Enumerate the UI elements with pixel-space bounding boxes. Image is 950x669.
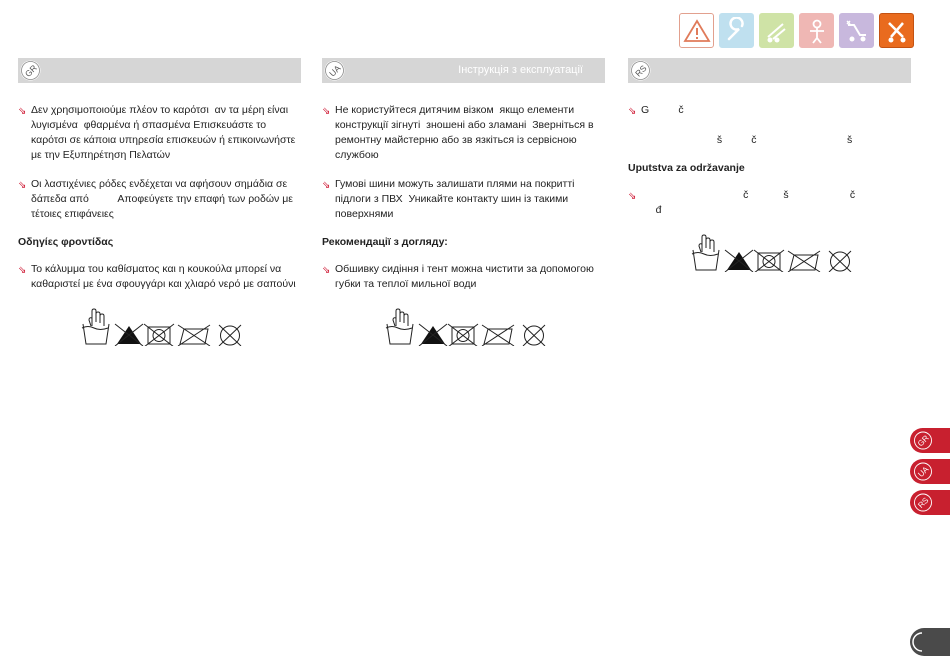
bullet-arrow-icon: ⇘ [322, 106, 331, 117]
tumble-dry-icon [448, 324, 478, 346]
language-tab-rs[interactable] [910, 490, 950, 515]
column-ua [322, 58, 605, 290]
care-heading: Οδηγίες φροντίδας [18, 236, 114, 248]
svg-text:GR: GR [22, 62, 39, 79]
list-item-text: Не користуйтеся дитячим візком якщо елементи конструкції зігнуті зношені або зламані Зверніться в ремонтну майстерню або зв язкіться із сервісною службою [335, 104, 597, 161]
page-number-tab [910, 628, 950, 656]
language-badge-icon [18, 58, 43, 83]
svg-text:UA: UA [916, 464, 931, 479]
list-item-text: č š č đ [655, 189, 856, 216]
list-item [18, 103, 301, 163]
list-item-text: Οι λαστιχένιες ρόδες ενδέχεται να αφήσουν σημάδια σε δάπεδα από Αποφεύγετε την επαφή των ροδών με τέτοιες επιφάνειες [31, 178, 296, 220]
list-item [18, 262, 301, 292]
list-item [628, 188, 911, 218]
care-symbols [80, 306, 250, 346]
language-tabs [910, 428, 950, 521]
care-symbols [384, 306, 554, 346]
language-tab-ua[interactable] [910, 459, 950, 484]
hand-wash-icon [692, 235, 719, 270]
svg-text:GR: GR [915, 433, 931, 449]
list-item [18, 177, 301, 222]
bullet-arrow-icon: ⇘ [18, 180, 27, 191]
list-item [322, 103, 605, 163]
iron-icon [788, 251, 820, 272]
wrench-icon [719, 13, 754, 48]
warning-icon [679, 13, 714, 48]
svg-text:RS: RS [633, 63, 649, 79]
list-item [322, 262, 605, 292]
care-heading: Рекомендації з догляду: [322, 236, 448, 248]
care-heading: Uputstva za održavanje [628, 162, 745, 174]
column-gr [18, 58, 301, 290]
bleach-icon [419, 324, 447, 346]
tumble-dry-icon [754, 250, 784, 272]
iron-icon [178, 325, 210, 346]
svg-text:RS: RS [916, 495, 931, 510]
care-symbols [690, 232, 860, 272]
section-title: Інструкція з експлуатації [458, 64, 583, 76]
language-badge-icon [322, 58, 347, 83]
svg-text:UA: UA [327, 63, 343, 79]
dry-clean-icon [219, 325, 241, 346]
stroller-fold-icon [879, 13, 914, 48]
bleach-icon [725, 250, 753, 272]
child-seat-icon [799, 13, 834, 48]
bullet-arrow-icon: ⇘ [322, 180, 331, 191]
stroller-maintenance-icon [839, 13, 874, 48]
tumble-dry-icon [144, 324, 174, 346]
bullet-arrow-icon: ⇘ [18, 265, 27, 276]
list-item-text: G č š č š [641, 104, 853, 146]
bleach-icon [115, 324, 143, 346]
list-item [322, 177, 605, 222]
top-icon-bar [679, 13, 914, 48]
section-header [628, 58, 911, 83]
dry-clean-icon [523, 325, 545, 346]
hand-wash-icon [386, 309, 413, 344]
bullet-arrow-icon: ⇘ [628, 191, 637, 202]
dry-clean-icon [829, 251, 851, 272]
language-badge-icon [628, 58, 653, 83]
bullet-arrow-icon: ⇘ [628, 106, 637, 117]
hand-wash-icon [82, 309, 109, 344]
stroller-basket-icon [759, 13, 794, 48]
list-item-text: Δεν χρησιμοποιούμε πλέον το καρότσι αν τα μέρη είναι λυγισμένα φθαρμένα ή σπασμένα Επισκευάστε το καρότσι σε κάποια υπηρεσία επισκευών ή επικοινωνήστε με την Εξυπηρέτηση Πελατών [31, 104, 299, 161]
list-item [628, 103, 911, 148]
bullet-arrow-icon: ⇘ [18, 106, 27, 117]
section-header [322, 58, 605, 83]
bullet-arrow-icon: ⇘ [322, 265, 331, 276]
language-tab-gr[interactable] [910, 428, 950, 453]
list-item-text: Το κάλυμμα του καθίσματος και η κουκούλα μπορεί να καθαριστεί με ένα σφουγγάρι και χλιαρό νερό με σαπούνι [31, 263, 296, 290]
section-header [18, 58, 301, 83]
list-item-text: Гумові шини можуть залишати плями на покритті підлоги з ПВХ Уникайте контакту шин із такими поверхнями [335, 178, 578, 220]
list-item-text: Обшивку сидіння і тент можна чистити за допомогою губки та теплої мильної води [335, 263, 597, 290]
iron-icon [482, 325, 514, 346]
column-rs [628, 58, 911, 216]
